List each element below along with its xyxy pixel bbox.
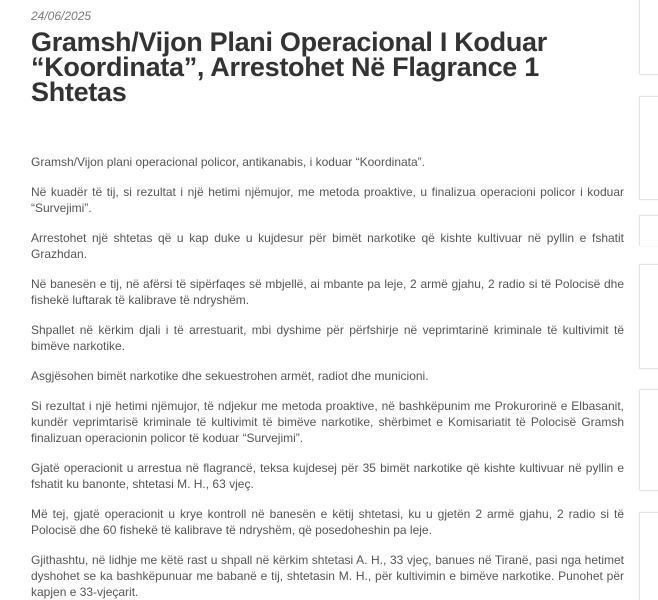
article-date: 24/06/2025 [31,9,92,23]
paragraph: Si rezultat i një hetimi njëmujor, të ndjekur me metoda proaktive, në bashkëpunim me Prokurorinë e Elbasanit, kundër veprimtarisë kriminale të kultivimit të bimëve narkotike, shërbimet e Komisariatit të Polocisë Gramsh finalizuan operacionin policor të koduar “Survejimi”. [31,399,624,445]
article-body [31,154,624,600]
paragraph: Arrestohet një shtetas që u kap duke u kujdesur për bimët narkotike që kishte kultivuar në pyllin e fshatit Grazhdan. [31,231,624,261]
sidebar-card[interactable] [639,264,658,369]
paragraph: Gjithashtu, në lidhje me këtë rast u shpall në kërkim shtetasi A. H., 33 vjeç, banues në Tiranë, pasi nga hetimet dyshohet se ka bashkëpunuar me babanë e tij, shtetasin M. H., për kultivimin e bimëve narkotike. Punohet për kapjen e 33-vjeçarit. [31,553,624,599]
sidebar-card[interactable] [639,0,658,75]
paragraph: Në kuadër të tij, si rezultat i një hetimi njëmujor, me metoda proaktive, u finalizua operacioni policor i koduar “Survejimi”. [31,185,624,215]
paragraph: Gramsh/Vijon plani operacional policor, antikanabis, i koduar “Koordinata”. [31,155,426,169]
sidebar-card[interactable] [639,512,658,600]
sidebar-card[interactable] [639,215,658,246]
paragraph: Në banesën e tij, në afërsi të sipërfaqes së mbjellë, ai mbante pa leje, 2 armë gjahu, 2 radio si të Polocisë dhe fishekë luftarak të kalibrave të ndryshëm. [31,277,624,307]
paragraph: Më tej, gjatë operacionit u kryе kontroll në banesën e këtij shtetasi, ku u gjetën 2 armë gjahu, 2 radio si të Polocisë dhe 60 fishekë të kalibrave të ndryshëm, që posedoheshin pa leje. [31,507,624,537]
article-title: Gramsh/Vijon Plani Operacional I Koduar “Koordinata”, Arrestohet Në Flagrance 1 Shtetas [31,27,547,107]
sidebar-card[interactable] [639,389,658,491]
paragraph: Asgjësohen bimët narkotike dhe sekuestrohen armët, radiot dhe municioni. [31,369,429,383]
sidebar-card[interactable] [639,96,658,200]
paragraph: Shpallet në kërkim djali i të arrestuarit, mbi dyshime për përfshirje në veprimtarinë kriminale të kultivimit të bimëve narkotike. [31,323,624,353]
paragraph: Gjatë operacionit u arrestua në flagrancë, teksa kujdesej për 35 bimët narkotike që kishte kultivuar në pyllin e fshatit ku banonte, shtetasi M. H., 63 vjeç. [31,461,624,491]
